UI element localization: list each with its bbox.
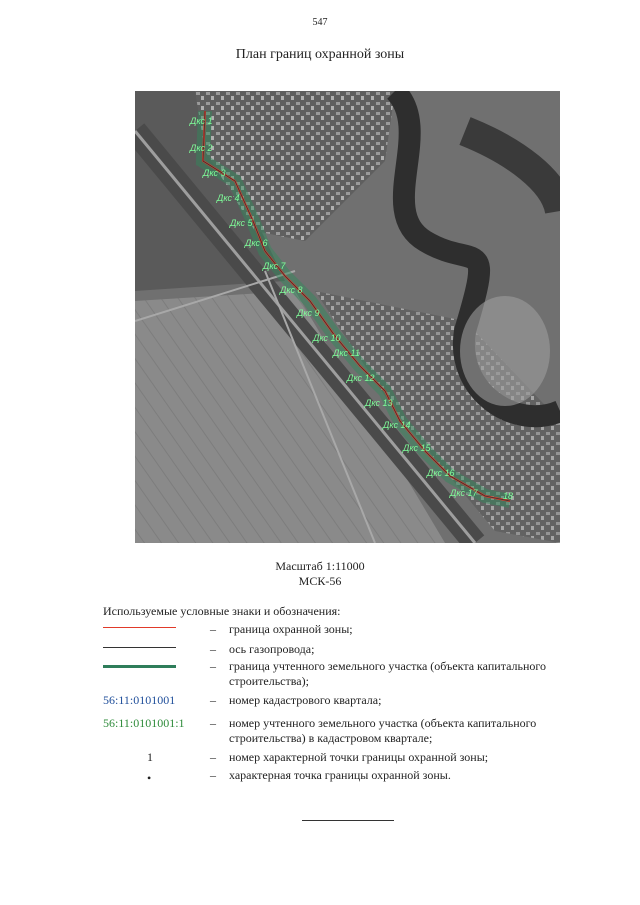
legend-row-parcel-number [103,716,603,750]
legend-row-pipeline-axis [103,642,603,659]
aerial-map [135,91,560,543]
map-label: Дкс 2 [190,143,213,153]
legend-dash: – [210,768,216,782]
map-label: Дкс 14 [383,420,411,430]
legend-symbol-cadastral-quarter: 56:11:0101001 [103,693,176,707]
legend-dash: – [210,750,216,764]
legend-text: характерная точка границы охранной зоны. [229,768,451,782]
map-label: Дкс 12 [347,373,375,383]
map-svg [135,91,560,543]
map-label: Дкс 1 [190,116,213,126]
map-label: Дкс 15 [403,443,431,453]
legend-text: номер характерной точки границы охранной зоны; [229,750,489,764]
legend-text: граница учтенного земельного участка (объекта капитального строительства); [229,659,547,688]
map-label: Дкс 7 [263,261,286,271]
map-label: Дкс 9 [297,308,320,318]
legend-symbol-point-number: 1 [147,750,153,764]
legend-symbol-black-line [103,647,176,648]
legend-dash: – [210,659,216,673]
coordinate-system: МСК-56 [298,574,342,588]
map-label: Дкс 3 [203,168,226,178]
legend-dash: – [210,693,216,707]
map-label: Дкс 8 [280,285,303,295]
map-label: Дкс 6 [245,238,268,248]
legend-dash: – [210,622,216,636]
map-label: Дкс 17 [450,488,478,498]
legend-text: ось газопровода; [229,642,315,656]
map-label: Дкс 10 [313,333,341,343]
legend-text: номер кадастрового квартала; [229,693,382,707]
legend-dash: – [210,716,216,730]
legend-symbol-green-line [103,665,176,668]
page-title: План границ охранной зоны [235,47,405,62]
map-label: Дкс 11 [333,348,360,358]
legend-symbol-point-marker: • [147,771,152,785]
legend-symbol-parcel-number: 56:11:0101001:1 [103,716,185,730]
legend-row-parcel-boundary [103,659,603,693]
legend-title: Используемые условные знаки и обозначения: [103,604,341,618]
legend-row-zone-boundary [103,622,603,642]
map-label: Дкс 16 [427,468,455,478]
scale-text: Масштаб 1:11000 [275,559,365,573]
footer-divider [302,820,394,821]
scale-block [0,559,640,589]
legend-symbol-red-line [103,627,176,628]
map-label: Дкс 13 [365,398,393,408]
legend [103,622,603,786]
legend-text: номер учтенного земельного участка (объекта капитального строительства) в кадастровом квартале; [229,716,537,745]
map-label: 18 [503,491,514,501]
legend-row-point-marker [103,768,603,786]
legend-row-cadastral-quarter [103,693,603,716]
legend-dash: – [210,642,216,656]
legend-row-point-number [103,750,603,768]
hill [460,296,550,406]
map-label: Дкс 4 [217,193,240,203]
page-number: 547 [312,17,328,28]
legend-text: граница охранной зоны; [229,622,353,636]
map-label: Дкс 5 [230,218,253,228]
